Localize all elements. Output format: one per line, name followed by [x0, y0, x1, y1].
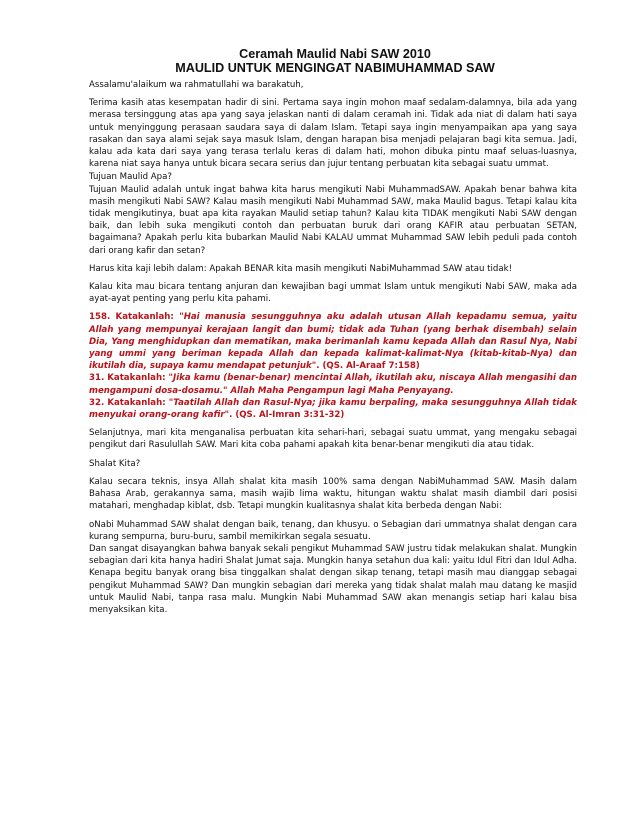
verse-158-text: "Hai manusia sesungguhnya aku adalah utusan Allah kepadamu semua, yaitu Allah yang mempunyai kerajaan langit dan bumi; tidak ada Tuhan (yang berhak disembah) selain Dia, Yang menghidupkan dan mematikan, maka berimanlah kamu kepada Allah dan Rasul Nya, Nabi yang ummi yang beriman kepada Allah dan kepada kalimat-kalimat-Nya (kitab-kitab-Nya) dan ikutilah dia, supaya kamu mendapat petunjuk"	[89, 312, 577, 372]
heading-tujuan: Tujuan Maulid Apa?	[89, 172, 172, 183]
selanjutnya-paragraph: Selanjutnya, mari kita menganalisa perbuatan kita sehari-hari, sebagai suatu ummat, yang mengaku sebagai pengikut dari Rasulullah SAW. Mari kita coba pahami apakah kita benar-benar mengikuti dia atau tidak.	[89, 428, 577, 451]
tujuan-paragraph: Tujuan Maulid adalah untuk ingat bahwa kita harus mengikuti Nabi MuhammadSAW. Apakah benar bahwa kita masih mengikuti Nabi SAW? Kalau masih mengikuti Nabi Muhammad SAW, maka Maulid bagus. Tetapi kalau kita tidak mengikutinya, buat apa kita rayakan Maulid setiap tahun? Kalau kita TIDAK mengikuti Nabi SAW dengan baik, dan lebih suka mengikuti contoh dan perbuatan buruk dari orang KAFIR atau perbuatan SETAN, bagaimana? Apakah perlu kita bubarkan Maulid Nabi KALAU ummat Muhammad SAW lebih peduli pada contoh dari orang kafir dan setan?	[89, 184, 577, 256]
verse-32-lead: 32. Katakanlah:	[89, 397, 169, 408]
bullets-paragraph: oNabi Muhammad SAW shalat dengan baik, tenang, dan khusyu. o Sebagian dari ummatnya shalat dengan cara kurang sempurna, buru-buru, sambil memikirkan segala sesuatu.	[89, 519, 577, 542]
intro-paragraph: Terima kasih atas kesempatan hadir di sini. Pertama saya ingin mohon maaf sedalam-dalamnya, bila ada yang merasa tersinggung atas apa yang saya jelaskan nanti di dalam ceramah ini. Tidak ada niat di dalam hati saya untuk menyinggung perasaan saudara saya di dalam Islam. Tetapi saya ingin menyampaikan apa yang saya rasakan dan saya alami sejak saya masuk Islam, dengan harapan bisa menjadi pelajaran bagi kita semua. Jadi, kalau ada kata dari saya yang terasa terlalu keras di dalam hati, mohon dibuka pintu maaf seluas-luasnya, karena niat saya hanya untuk bicara secara serius dan jujur tentang perbuatan kita sebagai suatu ummat.	[89, 98, 577, 170]
verse-31	[89, 372, 577, 396]
closing-paragraph: Dan sangat disayangkan bahwa banyak sekali pengikut Muhammad SAW justru tidak melakukan shalat. Mungkin sebagian dari kita hanya hadiri Shalat Jumat saja. Mungkin hanya setahun dua kali: yaitu Idul Fitri dan Idul Adha. Kenapa begitu banyak orang bisa tinggalkan shalat dengan sikap tenang, tetapi masih mau dianggap sebagai pengikut Muhammad SAW? Dan mungkin sebagian dari mereka yang tidak shalat malah mau datang ke masjid untuk Maulid Nabi, tanpa rasa malu. Mungkin Nabi Muhammad SAW akan menangis setiap hari kalau bisa menyaksikan kita.	[89, 543, 577, 615]
verse-158	[89, 311, 577, 372]
kaji-paragraph: Harus kita kaji lebih dalam: Apakah BENAR kita masih mengikuti NabiMuhammad SAW atau tidak!	[89, 263, 513, 274]
verse-31-lead: 31. Katakanlah:	[89, 373, 169, 384]
document-subtitle: MAULID UNTUK MENGINGAT NABIMUHAMMAD SAW	[175, 61, 495, 75]
shalat-paragraph: Kalau secara teknis, insya Allah shalat kita masih 100% sama dengan NabiMuhammad SAW. Masih dalam Bahasa Arab, gerakannya sama, masih wajib lima waktu, hitungan waktu shalat masih diambil dari posisi matahari, menghadap kiblat, dsb. Tetapi mungkin kualitasnya shalat kita berbeda dengan Nabi:	[89, 476, 577, 512]
kalau-paragraph: Kalau kita mau bicara tentang anjuran dan kewajiban bagi ummat Islam untuk mengikuti Nabi SAW, maka ada ayat-ayat penting yang perlu kita pahami.	[89, 282, 577, 305]
document-title: Ceramah Maulid Nabi SAW 2010	[239, 47, 431, 61]
greeting: Assalamu'alaikum wa rahmatullahi wa barakatuh,	[89, 80, 304, 90]
verse-158-ref: . (QS. Al-Araaf 7:158)	[316, 361, 420, 372]
verse-32-ref: . (QS. Al-Imran 3:31-32)	[229, 410, 345, 421]
verse-158-lead: 158. Katakanlah:	[89, 312, 180, 323]
verse-32	[89, 397, 577, 421]
verse-31-text: "Jika kamu (benar-benar) mencintai Allah, ikutilah aku, niscaya Allah mengasihi dan mengampuni dosa-dosamu." Allah Maha Pengampun lagi Maha Penyayang.	[89, 373, 577, 396]
verse-32-text: "Taatilah Allah dan Rasul-Nya; jika kamu berpaling, maka sesungguhnya Allah tidak menyukai orang-orang kafir"	[89, 397, 577, 421]
heading-shalat: Shalat Kita?	[89, 458, 141, 469]
